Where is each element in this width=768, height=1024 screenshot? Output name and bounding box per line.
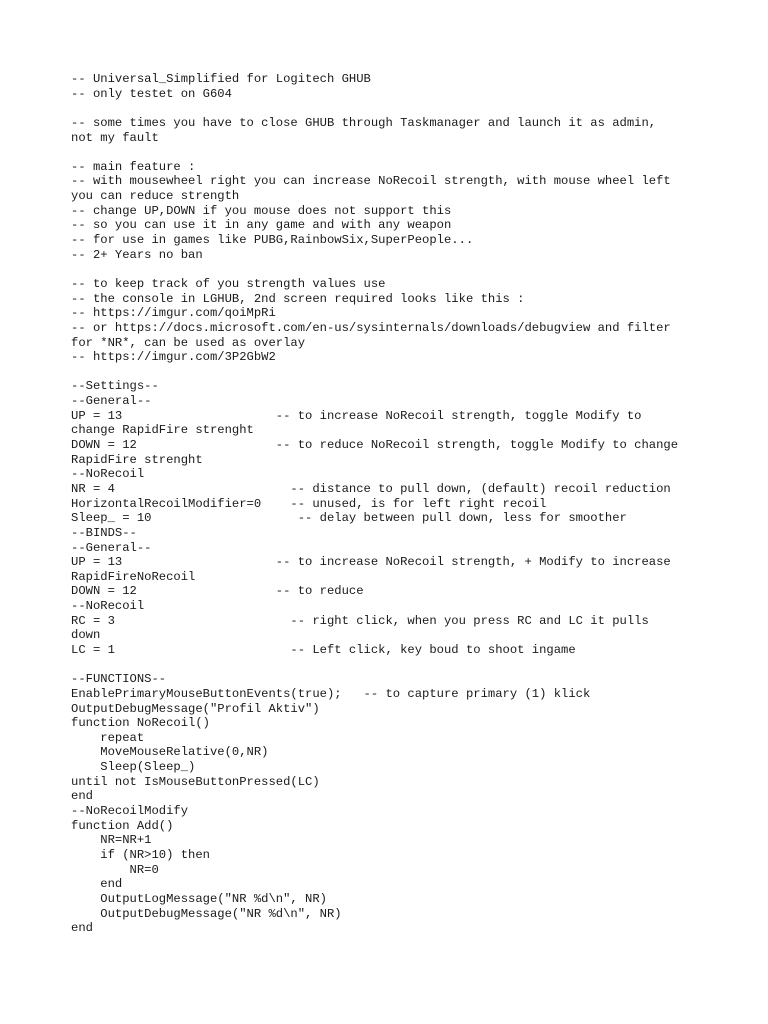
- code-line: -- for use in games like PUBG,RainbowSix,SuperPeople...: [71, 233, 474, 248]
- code-line: you can reduce strength: [71, 189, 240, 204]
- code-line: function NoRecoil(): [71, 716, 210, 731]
- code-line: --Settings--: [71, 379, 159, 394]
- code-line: -- 2+ Years no ban: [71, 247, 203, 262]
- code-line: change RapidFire strenght: [71, 423, 254, 438]
- code-line: -- the console in LGHUB, 2nd screen required looks like this :: [71, 291, 525, 306]
- code-line: NR = 4 -- distance to pull down, (default) recoil reduction: [71, 481, 671, 496]
- code-line: DOWN = 12 -- to reduce NoRecoil strength, toggle Modify to change: [71, 438, 679, 453]
- code-line: --General--: [71, 394, 152, 409]
- code-line: down: [71, 628, 101, 643]
- code-line: function Add(): [71, 818, 174, 833]
- code-line: -- main feature :: [71, 159, 196, 174]
- code-line: Sleep_ = 10 -- delay between pull down, less for smoother: [71, 511, 627, 526]
- code-line: until not IsMouseButtonPressed(LC): [71, 774, 320, 789]
- code-line: --NoRecoil: [71, 599, 145, 614]
- document-body: [71, 72, 731, 936]
- code-line: for *NR*, can be used as overlay: [71, 335, 306, 350]
- code-line: -- to keep track of you strength values use: [71, 276, 386, 291]
- code-line: DOWN = 12 -- to reduce: [71, 584, 364, 599]
- code-line: --BINDS--: [71, 525, 137, 540]
- code-line: --NoRecoilModify: [71, 804, 189, 819]
- code-line: -- https://imgur.com/qoiMpRi: [71, 306, 276, 321]
- code-line: -- with mousewheel right you can increase NoRecoil strength, with mouse wheel left: [71, 174, 671, 189]
- code-line: --General--: [71, 540, 152, 555]
- code-line: UP = 13 -- to increase NoRecoil strength, toggle Modify to: [71, 408, 642, 423]
- code-line: MoveMouseRelative(0,NR): [71, 745, 269, 760]
- code-line: EnablePrimaryMouseButtonEvents(true); -- to capture primary (1) klick: [71, 686, 591, 701]
- code-line: -- https://imgur.com/3P2GbW2: [71, 350, 276, 365]
- code-line: RapidFireNoRecoil: [71, 569, 196, 584]
- code-line: --FUNCTIONS--: [71, 672, 167, 687]
- code-line: -- only testet on G604: [71, 86, 232, 101]
- code-line: OutputLogMessage("NR %d\n", NR): [71, 891, 327, 906]
- code-line: -- some times you have to close GHUB through Taskmanager and launch it as admin,: [71, 115, 657, 130]
- code-line: end: [71, 877, 123, 892]
- blank-line: [71, 658, 731, 673]
- blank-line: [71, 365, 731, 380]
- code-line: HorizontalRecoilModifier=0 -- unused, is for left right recoil: [71, 496, 547, 511]
- code-line: UP = 13 -- to increase NoRecoil strength, + Modify to increase: [71, 555, 671, 570]
- code-line: LC = 1 -- Left click, key boud to shoot ingame: [71, 642, 576, 657]
- code-line: NR=NR+1: [71, 833, 152, 848]
- code-line: if (NR>10) then: [71, 847, 210, 862]
- code-line: end: [71, 921, 93, 936]
- blank-line: [71, 145, 731, 160]
- code-line: OutputDebugMessage("NR %d\n", NR): [71, 906, 342, 921]
- code-line: -- change UP,DOWN if you mouse does not support this: [71, 203, 452, 218]
- blank-line: [71, 101, 731, 116]
- code-line: RapidFire strenght: [71, 452, 203, 467]
- blank-line: [71, 262, 731, 277]
- code-line: -- or https://docs.microsoft.com/en-us/sysinternals/downloads/debugview and filter: [71, 320, 671, 335]
- code-line: RC = 3 -- right click, when you press RC and LC it pulls: [71, 613, 649, 628]
- code-line: --NoRecoil: [71, 467, 145, 482]
- code-line: NR=0: [71, 862, 159, 877]
- code-line: repeat: [71, 730, 145, 745]
- code-line: OutputDebugMessage("Profil Aktiv"): [71, 701, 320, 716]
- code-line: -- Universal_Simplified for Logitech GHUB: [71, 72, 371, 86]
- code-line: -- so you can use it in any game and with any weapon: [71, 218, 452, 233]
- code-line: not my fault: [71, 130, 159, 145]
- code-line: end: [71, 789, 93, 804]
- code-line: Sleep(Sleep_): [71, 760, 196, 775]
